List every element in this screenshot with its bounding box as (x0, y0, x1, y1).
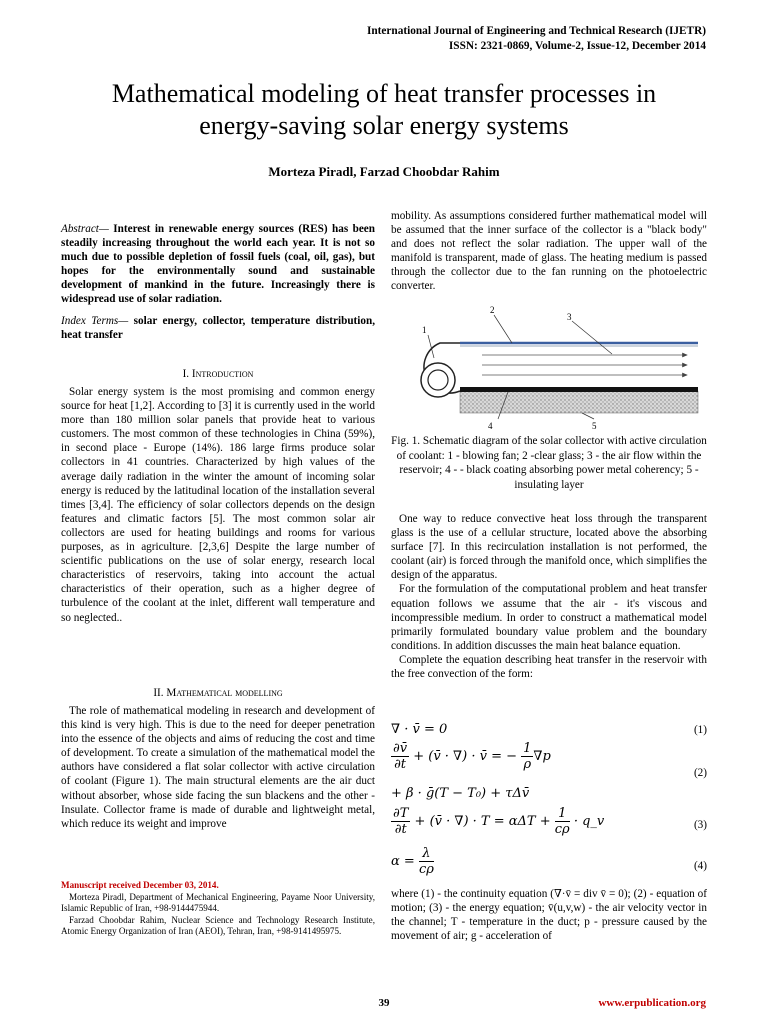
section-title: Mathematical modelling (166, 687, 283, 699)
journal-issn: ISSN: 2321-0869, Volume-2, Issue-12, December 2014 (448, 40, 706, 52)
insulating-layer (460, 391, 698, 413)
intro-paragraph: Solar energy system is the most promising and common energy source for heat [1,2]. According to [3] it is currently used in the world more than 180 million solar panels that provide heat to various customers. The most common of these technologies in China (59%), in second place - Europe (14%). 186 large firms produce solar collectors in 41 countries. Characterized by high values of the average daily radiation in the winter the amount of incoming solar energy is reduced by the latitudinal location of the installation several times [3,4]. The efficiency of solar collectors depends on the design features and climatic factors [5]. The most common solar air collectors are used for heating buildings and rooms for various purposes, as in agriculture. [2,3,6] Despite the large number of scientific publications on the use of solar energy, research local characteristics of reservoirs, taking into account the actual characteristics of their operation, such as a higher degree of turbulence of the coolant at the inlet, different wall temperature and so neglected.. (61, 386, 375, 624)
equation-number-3: (3) (693, 819, 707, 831)
figure-label-5: 5 (592, 421, 597, 431)
journal-name: International Journal of Engineering and Technical Research (IJETR) (366, 25, 706, 37)
section-number: I. (182, 368, 192, 380)
title-line-2: energy-saving solar energy systems (199, 111, 569, 140)
equation-term: + (v̄ · ∇) · v̄ = − (413, 749, 517, 764)
section-title: Introduction (191, 368, 254, 380)
paragraph-text: Complete the equation describing heat transfer in the reservoir with the free convection of the form: (391, 653, 707, 681)
figure-label-1: 1 (422, 325, 427, 335)
right-paragraphs (391, 512, 707, 681)
fraction: $\frac{1}{c\rho}$ (554, 806, 570, 837)
paper-title (40, 78, 728, 142)
footnote (61, 880, 375, 938)
figure-label-3: 3 (567, 312, 572, 322)
equation-number-1: (1) (693, 724, 707, 736)
title-line-1: Mathematical modeling of heat transfer processes in (111, 79, 657, 108)
model-body (61, 704, 375, 831)
solar-collector-figure (412, 303, 702, 431)
abstract (61, 222, 375, 307)
publisher-url[interactable]: www.erpublication.org (598, 997, 706, 1009)
fraction: $\frac{1}{\rho}$ (523, 741, 532, 772)
equation-number-2: (2) (693, 767, 707, 779)
section-heading-model (61, 687, 375, 699)
page-number: 39 (378, 997, 390, 1009)
authors: Morteza Piradl, Farzad Choobdar Rahim (268, 164, 500, 179)
index-terms-text: solar energy, collector, temperature distribution, heat transfer (61, 315, 375, 342)
figure-label-2: 2 (490, 305, 495, 315)
fraction: $\frac{\lambda}{c\rho}$ (418, 846, 434, 877)
equation-term: ∇p (533, 749, 551, 764)
paragraph-text: mobility. As assumptions considered further mathematical model will be assumed that the inner surface of the collector is a "black body" and does not reflect the solar radiation. The upper wall of the manifold is transparent, made of glass. The heating medium is passed through the collector due to the fan running on the photoelectric converter. (391, 210, 707, 293)
right-para-1 (391, 209, 707, 294)
equation-term: + (v̄ · ∇) · T = αΔT + (414, 814, 551, 829)
abstract-label: Abstract— (61, 223, 109, 235)
figure-label-4: 4 (488, 421, 493, 431)
index-terms (61, 314, 375, 342)
fraction: $\frac{\partial v̄}{\partial t}$ (393, 741, 408, 772)
equation-term: · q_v (573, 814, 605, 829)
author2-affiliation: Farzad Choobdar Rahim, Nuclear Science and Technology Research Institute, Atomic Energy Organization of Iran (AEOI), Tehran, Iran, +98-9141495975. (61, 914, 375, 937)
equation-3 (391, 806, 604, 837)
variables-description: where (1) - the continuity equation (∇·v̄ = div v̄ = 0); (2) - equation of motion; (3) - the energy equation; v̄(u,v,w) - the air velocity vector in the channel; T - temperature in the duct; p - pressure caused by the movement of air; g - acceleration of (391, 888, 707, 943)
equation-2a (391, 741, 551, 772)
manuscript-received: Manuscript received December 03, 2014. (61, 880, 219, 890)
equation-number-4: (4) (693, 860, 707, 872)
equation-4 (391, 846, 434, 877)
equation-1: ∇ · v̄ = 0 (391, 722, 448, 737)
absorber-coating (460, 387, 698, 392)
author1-affiliation: Morteza Piradl, Department of Mechanical Engineering, Payame Noor University, Islamic Republic of Iran, +98-9144475944. (61, 891, 375, 914)
figure-caption: Fig. 1. Schematic diagram of the solar collector with active circulation of coolant: 1 - blowing fan; 2 -clear glass; 3 - the air flow within the reservoir; 4 - - black coating absorbing power metal coherency; 5 - insulating layer (391, 435, 707, 491)
section-number: II. (153, 687, 167, 699)
paragraph-text: For the formulation of the computational problem and heat transfer equation follows we assume that the air - it's viscous and incompressible medium. In order to construct a mathematical model primarily formulated boundary value problem and the boundary conditions. In addition discusses the main heat balance equation. (391, 583, 707, 652)
equation-2b: + β · ḡ(T − T₀) + τΔv̄ (391, 786, 530, 801)
paragraph-text: One way to reduce convective heat loss through the transparent glass is the use of a cellular structure, located above the absorbing surface [7]. In this recirculation installation is not performed, the coolant (air) is forced through the manifold once, which simplifies the design of the apparatus. (391, 513, 707, 582)
journal-header (367, 24, 706, 54)
model-paragraph: The role of mathematical modeling in research and development of this kind is very high. This is due to the need for deeper penetration into the essence of the objects and aims of reducing the cost and time of development. To create a simulation of the mathematical model the authors have considered a flat solar collector with active circulation of coolant (Figure 1). The main structural elements are the air duct without absorber, whose side facing the sun blackens and the other - Insulate. Collector frame is made of durable and lightweight metal, which reduce its weight and improve (61, 705, 375, 830)
equation-term: α = (391, 854, 415, 869)
intro-body (61, 385, 375, 625)
section-heading-intro (61, 368, 375, 380)
abstract-text: Interest in renewable energy sources (RES) has been steadily increasing throughout the world each year. It is not so much due to possible depletion of fossil fuels (coal, oil, gas), but hopes for the environmentally sound and sustainable development of mankind in the future. Increasingly there is widespread use of solar radiation. (61, 223, 375, 306)
fraction: $\frac{\partial T}{\partial t}$ (393, 806, 409, 837)
index-terms-label: Index Terms— (61, 315, 129, 327)
